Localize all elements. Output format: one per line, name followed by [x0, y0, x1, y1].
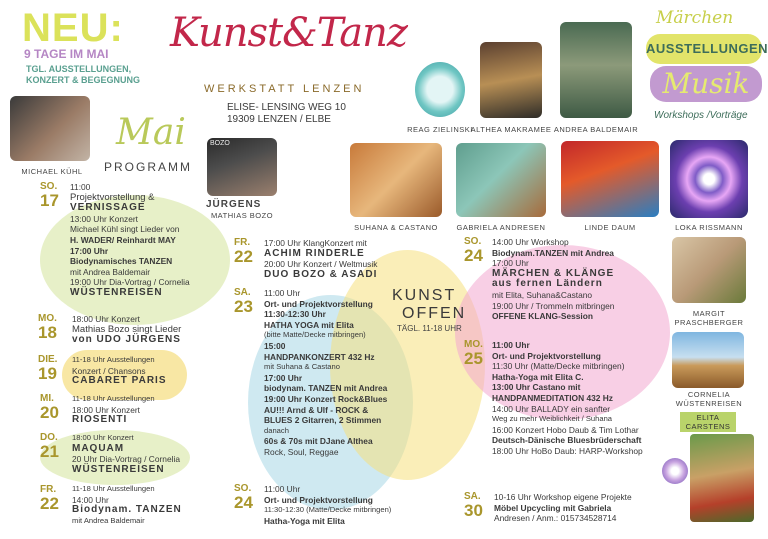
caption-suhana: SUHANA & CASTANO — [354, 223, 438, 232]
event-21: 18:00 Uhr Konzert MAQUAM 20 Uhr Dia-Vortrag / Cornelia WÜSTENREISEN — [72, 433, 180, 475]
day-20: MI. 20 — [40, 393, 59, 422]
musik-label: Musik — [650, 66, 762, 102]
event-19: 11-18 Uhr Ausstellungen Konzert / Chansons CABARET PARIS — [72, 355, 167, 387]
gabriela-photo — [456, 143, 546, 217]
day-17: SO. 17 — [40, 181, 59, 210]
day-22-left: FR. 22 — [40, 484, 59, 513]
kunst-label: KUNST — [392, 287, 457, 304]
mai-title: Mai — [116, 112, 186, 153]
event-24-mid: 11:00 Uhr Ort- und Projektvorstellung 11:30-12:30 (Matte/Decke mitbringen) Hatha-Yoga mit Elita — [264, 484, 392, 526]
programm-title: PROGRAMM — [104, 160, 192, 174]
event-17: 11:00 Projektvorstellung & VERNISSAGE 13:00 Uhr Konzert Michael Kühl singt Lieder von H. WADER/ Reinhardt MAY 17:00 Uhr Biodynamisches TANZEN mit Andrea Baldemair 19:00 Uhr Dia-Vortrag / Cornelia WÜSTENREISEN — [70, 182, 190, 298]
day-30: SA. 30 — [464, 491, 483, 520]
event-23: 11:00 Uhr Ort- und Projektvorstellung 11:30-12:30 Uhr HATHA YOGA mit Elita (bitte Matte/Decke mitbringen) 15:00 HANDPANKONZERT 432 Hz mit Suhana & Castano 17:00 Uhr biodynam. TANZEN mit Andrea 19:00 Uhr Konzert Rock&Blues AU!!! Arnd & Ulf - ROCK & BLUES 2 Gitarren, 2 Stimmen danach 60s & 70s mit DJane Althea Rock, Soul, Reggae — [264, 288, 388, 457]
address-1: ELISE- LENSING WEG 10 — [227, 102, 346, 113]
loka-rissmann-photo — [670, 140, 748, 218]
event-24-right: 14:00 Uhr Workshop Biodynam.TANZEN mit Andrea 17:00 Uhr MÄRCHEN & KLÄNGE aus fernen Ländern mit Elita, Suhana&Castano 19:00 Uhr / Trommeln mitbringen OFFENE KLANG-Session — [492, 237, 615, 322]
day-24-right: SO. 24 — [464, 236, 483, 265]
day-18: MO. 18 — [38, 313, 57, 342]
caption-reag: REAG ZIELINSKI — [407, 125, 473, 134]
bozo-label: BOZO — [210, 140, 230, 147]
event-30: 10-16 Uhr Workshop eigene Projekte Möbel Upcycling mit Gabriela Andresen / Anm.: 015734528714 — [494, 492, 632, 524]
caption-gabriela: GABRIELA ANDRESEN — [456, 223, 546, 232]
michael-kuehl-photo — [10, 96, 90, 161]
neu-title: NEU: — [22, 6, 124, 50]
day-21: DO. 21 — [40, 432, 59, 461]
caption-mathias: MATHIAS BOZO — [210, 211, 274, 220]
althea-photo — [480, 42, 542, 118]
event-25: 11:00 Uhr Ort- und Projektvorstellung 11:30 Uhr (Matte/Decke mitbringen) Hatha-Yoga mit Elita C. 13:00 Uhr Castano mit HANDPANMEDITATION 432 Hz 14:00 Uhr BALLADY ein sanfter Weg zu mehr Weiblichkeit / Suhana 16:00 Konzert Hobo Daub & Tim Lothar Deutsch-Dänische Bluesbrüderschaft 18:00 Uhr HoBo Daub: HARP-Workshop — [492, 340, 643, 456]
juergens-label: JÜRGENS — [206, 199, 262, 210]
caption-margit-1: MARGIT — [692, 309, 726, 318]
day-25: MO. 25 — [464, 339, 483, 368]
caption-loka: LOKA RISSMANN — [675, 223, 743, 232]
caption-andrea: ANDREA BALDEMAIR — [553, 125, 639, 134]
ausstellungen-label: AUSSTELLUNGEN — [646, 34, 762, 64]
event-22-left: 11-18 Uhr Ausstellungen 14:00 Uhr Biodynam. TANZEN mit Andrea Baldemair — [72, 484, 182, 525]
offen-hours: TÄGL. 11-18 UHR — [397, 324, 462, 333]
event-20: 11-18 Uhr Ausstellungen 18:00 Uhr Konzert RIOSENTI — [72, 394, 155, 426]
caption-althea: ALTHEA MAKRAMEE — [470, 125, 552, 134]
offen-label: OFFEN — [402, 305, 467, 322]
elita-photo — [690, 434, 754, 522]
reag-logo — [415, 62, 465, 117]
andrea-photo — [560, 22, 632, 118]
event-18: 18:00 Uhr Konzert Mathias Bozo singt Lieder von UDO JÜRGENS — [72, 314, 182, 346]
neu-line3: KONZERT & BEGEGNUNG — [26, 75, 141, 85]
address-2: 19309 LENZEN / ELBE — [227, 114, 331, 125]
margit-photo — [672, 237, 746, 303]
cornelia-camels-photo — [672, 332, 744, 388]
suhana-castano-photo — [350, 143, 442, 217]
day-24-mid: SO. 24 — [234, 483, 253, 512]
caption-margit-2: PRASCHBERGER — [674, 318, 744, 327]
day-19: DIE. 19 — [38, 354, 58, 383]
day-23: SA. 23 — [234, 287, 253, 316]
event-22-mid: 17:00 Uhr KlangKonzert mit ACHIM RINDERLE 20:00 Uhr Konzert / Weltmusik DUO BOZO & ASADI — [264, 238, 378, 280]
day-22-mid: FR. 22 — [234, 237, 253, 266]
linde-daum-photo — [561, 141, 659, 217]
logo-main: Kunst&Tanz — [170, 10, 407, 56]
caption-cornelia-2: WÜSTENREISEN — [675, 399, 743, 408]
logo-sub: WERKSTATT LENZEN — [204, 83, 365, 95]
workshops-label: Workshops /Vorträge — [654, 110, 748, 121]
maerchen-label: Märchen — [656, 8, 734, 28]
caption-michael: MICHAEL KÜHL — [21, 167, 83, 176]
mandala-photo — [662, 458, 688, 484]
caption-elita-2: CARSTENS — [685, 422, 731, 431]
caption-elita-1: ELITA — [696, 413, 720, 422]
caption-linde: LINDE DAUM — [584, 223, 636, 232]
caption-cornelia-1: CORNELIA — [687, 390, 731, 399]
neu-line2: TGL. AUSSTELLUNGEN, — [26, 64, 132, 74]
neu-line1: 9 TAGE IM MAI — [24, 47, 109, 61]
